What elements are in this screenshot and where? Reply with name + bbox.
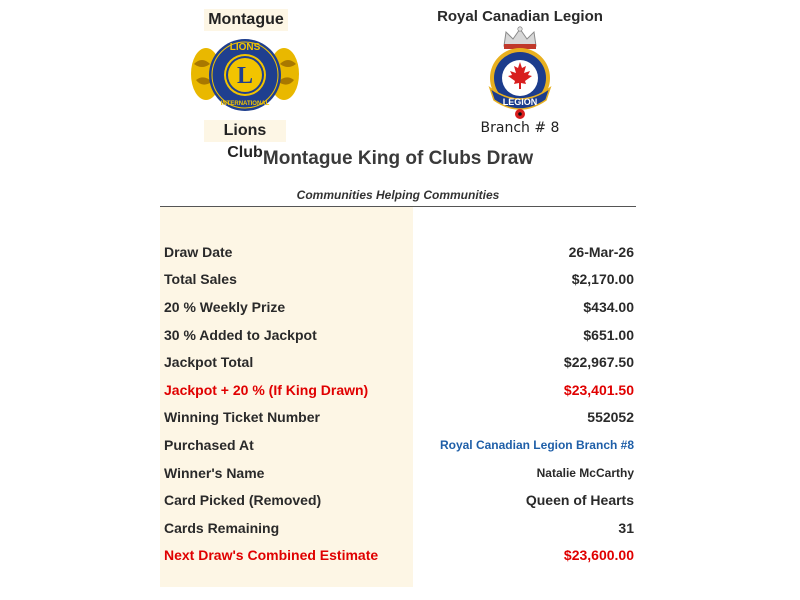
total-sales-row <box>160 266 636 294</box>
winner-name-value: Natalie McCarthy <box>536 465 634 480</box>
winning-ticket-row <box>160 404 636 432</box>
winner-name-row <box>160 459 636 487</box>
jackpot-if-king-label: Jackpot + 20 % (If King Drawn) <box>164 381 369 398</box>
jackpot-if-king-row <box>160 376 636 404</box>
added-to-jackpot-row <box>160 321 636 349</box>
draw-date-row <box>160 238 636 266</box>
winning-ticket-label: Winning Ticket Number <box>164 409 320 426</box>
legion-branch: Branch # 8 <box>480 120 560 136</box>
weekly-prize-label: 20 % Weekly Prize <box>164 298 286 315</box>
added-to-jackpot-label: 30 % Added to Jackpot <box>164 326 317 343</box>
lions-club-logo <box>190 34 300 116</box>
legion-badge-logo <box>482 26 558 120</box>
purchased-at-value: Royal Canadian Legion Branch #8 <box>439 437 634 452</box>
lions-club-label: Lions Club <box>204 120 286 142</box>
draw-date-value: 26-Mar-26 <box>568 243 634 260</box>
lions-club-name: Montague <box>204 9 288 31</box>
page-subtitle: Communities Helping Communities <box>296 188 500 202</box>
card-picked-label: Card Picked (Removed) <box>164 492 322 509</box>
page-title: Montague King of Clubs Draw <box>262 148 534 169</box>
lions-logo-bottom-text: INTERNATIONAL <box>220 101 270 107</box>
added-to-jackpot-value: $651.00 <box>583 326 634 343</box>
next-draw-estimate-row <box>160 542 636 570</box>
draw-results-table <box>160 238 636 569</box>
next-draw-estimate-value: $23,600.00 <box>563 547 634 564</box>
jackpot-if-king-value: $23,401.50 <box>563 381 634 398</box>
winning-ticket-value: 552052 <box>587 409 634 426</box>
next-draw-estimate-label: Next Draw's Combined Estimate <box>164 547 379 564</box>
purchased-at-row <box>160 431 636 459</box>
cards-remaining-label: Cards Remaining <box>164 519 280 536</box>
legion-badge-text: LEGION <box>502 97 538 107</box>
jackpot-total-label: Jackpot Total <box>164 354 254 371</box>
weekly-prize-value: $434.00 <box>583 298 634 315</box>
winner-name-label: Winner's Name <box>164 464 265 481</box>
total-sales-label: Total Sales <box>164 271 237 288</box>
card-picked-value: Queen of Hearts <box>525 492 634 509</box>
jackpot-total-row <box>160 348 636 376</box>
legion-title: Royal Canadian Legion <box>437 8 603 25</box>
draw-date-label: Draw Date <box>164 243 233 260</box>
card-picked-row <box>160 486 636 514</box>
cards-remaining-row <box>160 514 636 542</box>
crown-icon <box>504 27 536 49</box>
poppy-icon <box>515 109 525 119</box>
jackpot-total-value: $22,967.50 <box>563 354 634 371</box>
purchased-at-label: Purchased At <box>164 436 254 453</box>
weekly-prize-row <box>160 293 636 321</box>
lions-logo-top-text: LIONS <box>229 42 261 53</box>
total-sales-value: $2,170.00 <box>571 271 634 288</box>
lions-logo-letter: L <box>236 63 254 89</box>
cards-remaining-value: 31 <box>618 519 634 536</box>
